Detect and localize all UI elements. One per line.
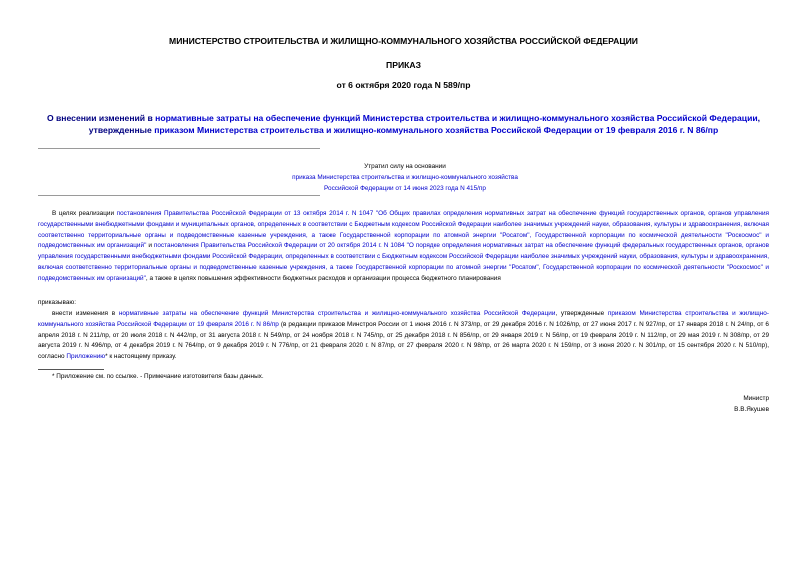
p3-text-d: * к настоящему приказу. bbox=[105, 353, 177, 361]
status-note-link-line3[interactable]: Российской Федерации от 14 июня 2023 года N 415/пр bbox=[324, 185, 486, 192]
p1-text-c: , а также в целях повышения эффективности бюджетных расходов и организации процесса бюджетного планирования bbox=[145, 274, 501, 282]
divider-bottom bbox=[38, 195, 320, 196]
status-note-line1: Утратил силу на основании bbox=[364, 163, 446, 170]
doc-type-heading: ПРИКАЗ bbox=[386, 60, 421, 70]
signature-position: Министр bbox=[743, 395, 769, 402]
p1-text-a: В целях реализации bbox=[52, 210, 117, 217]
paragraph-changes bbox=[38, 309, 769, 363]
p3-link-order-86[interactable]: приказом Министерства строительства и жилищно-коммунального хозяйства Российской Федерации от 19 февраля 2016 г. N 86/пр bbox=[38, 310, 769, 328]
p3-link-norms[interactable]: нормативные затраты на обеспечение функций Министерства строительства и жилищно-коммунального хозяйства Российской Федерации bbox=[118, 310, 556, 317]
p1-link-decree-1084[interactable]: постановления Правительства Российской Федерации от 20 октября 2014 г. N 1084 "О порядке определения нормативных затрат на обеспечение функций федеральных государственных органов, органов управления государственными внебюджетными фондами Российской Федерации, определенных в соответствии с Бюджетным кодексом Российской Федерации наиболее значимых учреждений науки, образования, культуры и здравоохранения, включая соответственно территориальные органы и подведомственные казенные учреждения, а также Государственной корпорации по атомной энергии "Росатом", Государственной корпорации по космической деятельности "Роскосмос" и подведомственных им организаций" bbox=[38, 242, 769, 282]
title-link-order-86[interactable]: приказом Министерства строительства и жилищно-коммунального хозяйства Российской Федерации от 19 февраля 2016 г. N 86/пр bbox=[154, 125, 719, 135]
p3-link-appendix[interactable]: Приложению bbox=[66, 353, 106, 361]
signature-name: В.В.Якушев bbox=[734, 406, 769, 413]
document-title bbox=[40, 112, 767, 136]
footnote: * Приложение см. по ссылке. - Примечание изготовителя базы данных. bbox=[52, 373, 264, 380]
p3-text-b: , утвержденные bbox=[555, 310, 608, 317]
status-note bbox=[240, 161, 570, 194]
p1-link-decree-1047[interactable]: постановления Правительства Российской Федерации от 13 октября 2014 г. N 1047 "Об Общих правилах определения нормативных затрат на обеспечение функций государственных органов, органов управления государственными внебюджетными фондами и муниципальных органов, определенных в соответствии с Бюджетным кодексом Российской Федерации наиболее значимых учреждений науки, образования, культуры и здравоохранения, включая соответственно территориальные органы и подведомственные казенные учреждения, а также Государственной корпорации по атомной энергии "Росатом", Государственной корпорации по космической деятельности "Роскосмос" и подведомственных им организаций" bbox=[38, 210, 769, 250]
paragraph-order: приказываю: bbox=[38, 299, 76, 306]
p3-text-a: внести изменения в bbox=[52, 310, 119, 317]
p1-text-b: и bbox=[146, 242, 154, 250]
status-note-link-line2[interactable]: приказа Министерства строительства и жилищно-коммунального хозяйства bbox=[292, 174, 518, 181]
p3-text-c: (в редакции приказов Минстроя России от 1 июня 2016 г. N 373/пр, от 29 декабря 2016 г. N 1026/пр, от 27 июня 2017 г. N 927/пр, от 17 января 2018 г. N 24/пр, от 6 апреля 2018 г. N 211/пр, от 20 июля 2018 г. N 442/пр, от 31 августа 2018 г. N 549/пр, от 24 ноября 2018 г. N 745/пр, от 25 декабря 2018 г. N 856/пр, от 29 января 2019 г. N 56/пр, от 19 февраля 2019 г. N 112/пр, от 29 мая 2019 г. N 308/пр, от 29 августа 2019 г. N 496/пр, от 4 декабря 2019 г. N 764/пр, от 9 декабря 2019 г. N 776/пр, от 21 февраля 2020 г. N 87/пр, от 27 февраля 2020 г. N 98/пр, от 26 марта 2020 г. N 159/пр, от 3 июня 2020 г. N 301/пр, от 15 сентября 2020 г. N 510/пр), согласно bbox=[38, 320, 769, 361]
title-text-2: , утвержденные bbox=[88, 113, 761, 135]
paragraph-preamble bbox=[38, 209, 769, 285]
title-text-1: О внесении изменений в bbox=[46, 113, 156, 123]
ministry-heading: МИНИСТЕРСТВО СТРОИТЕЛЬСТВА И ЖИЛИЩНО-КОММУНАЛЬНОГО ХОЗЯЙСТВА РОССИЙСКОЙ ФЕДЕРАЦИИ bbox=[169, 36, 638, 46]
footnote-divider bbox=[38, 369, 104, 370]
divider-top bbox=[38, 148, 320, 149]
title-link-norms[interactable]: нормативные затраты на обеспечение функций Министерства строительства и жилищно-коммунального хозяйства Российской Федерации bbox=[155, 113, 758, 123]
doc-date-heading: от 6 октября 2020 года N 589/пр bbox=[336, 80, 471, 90]
